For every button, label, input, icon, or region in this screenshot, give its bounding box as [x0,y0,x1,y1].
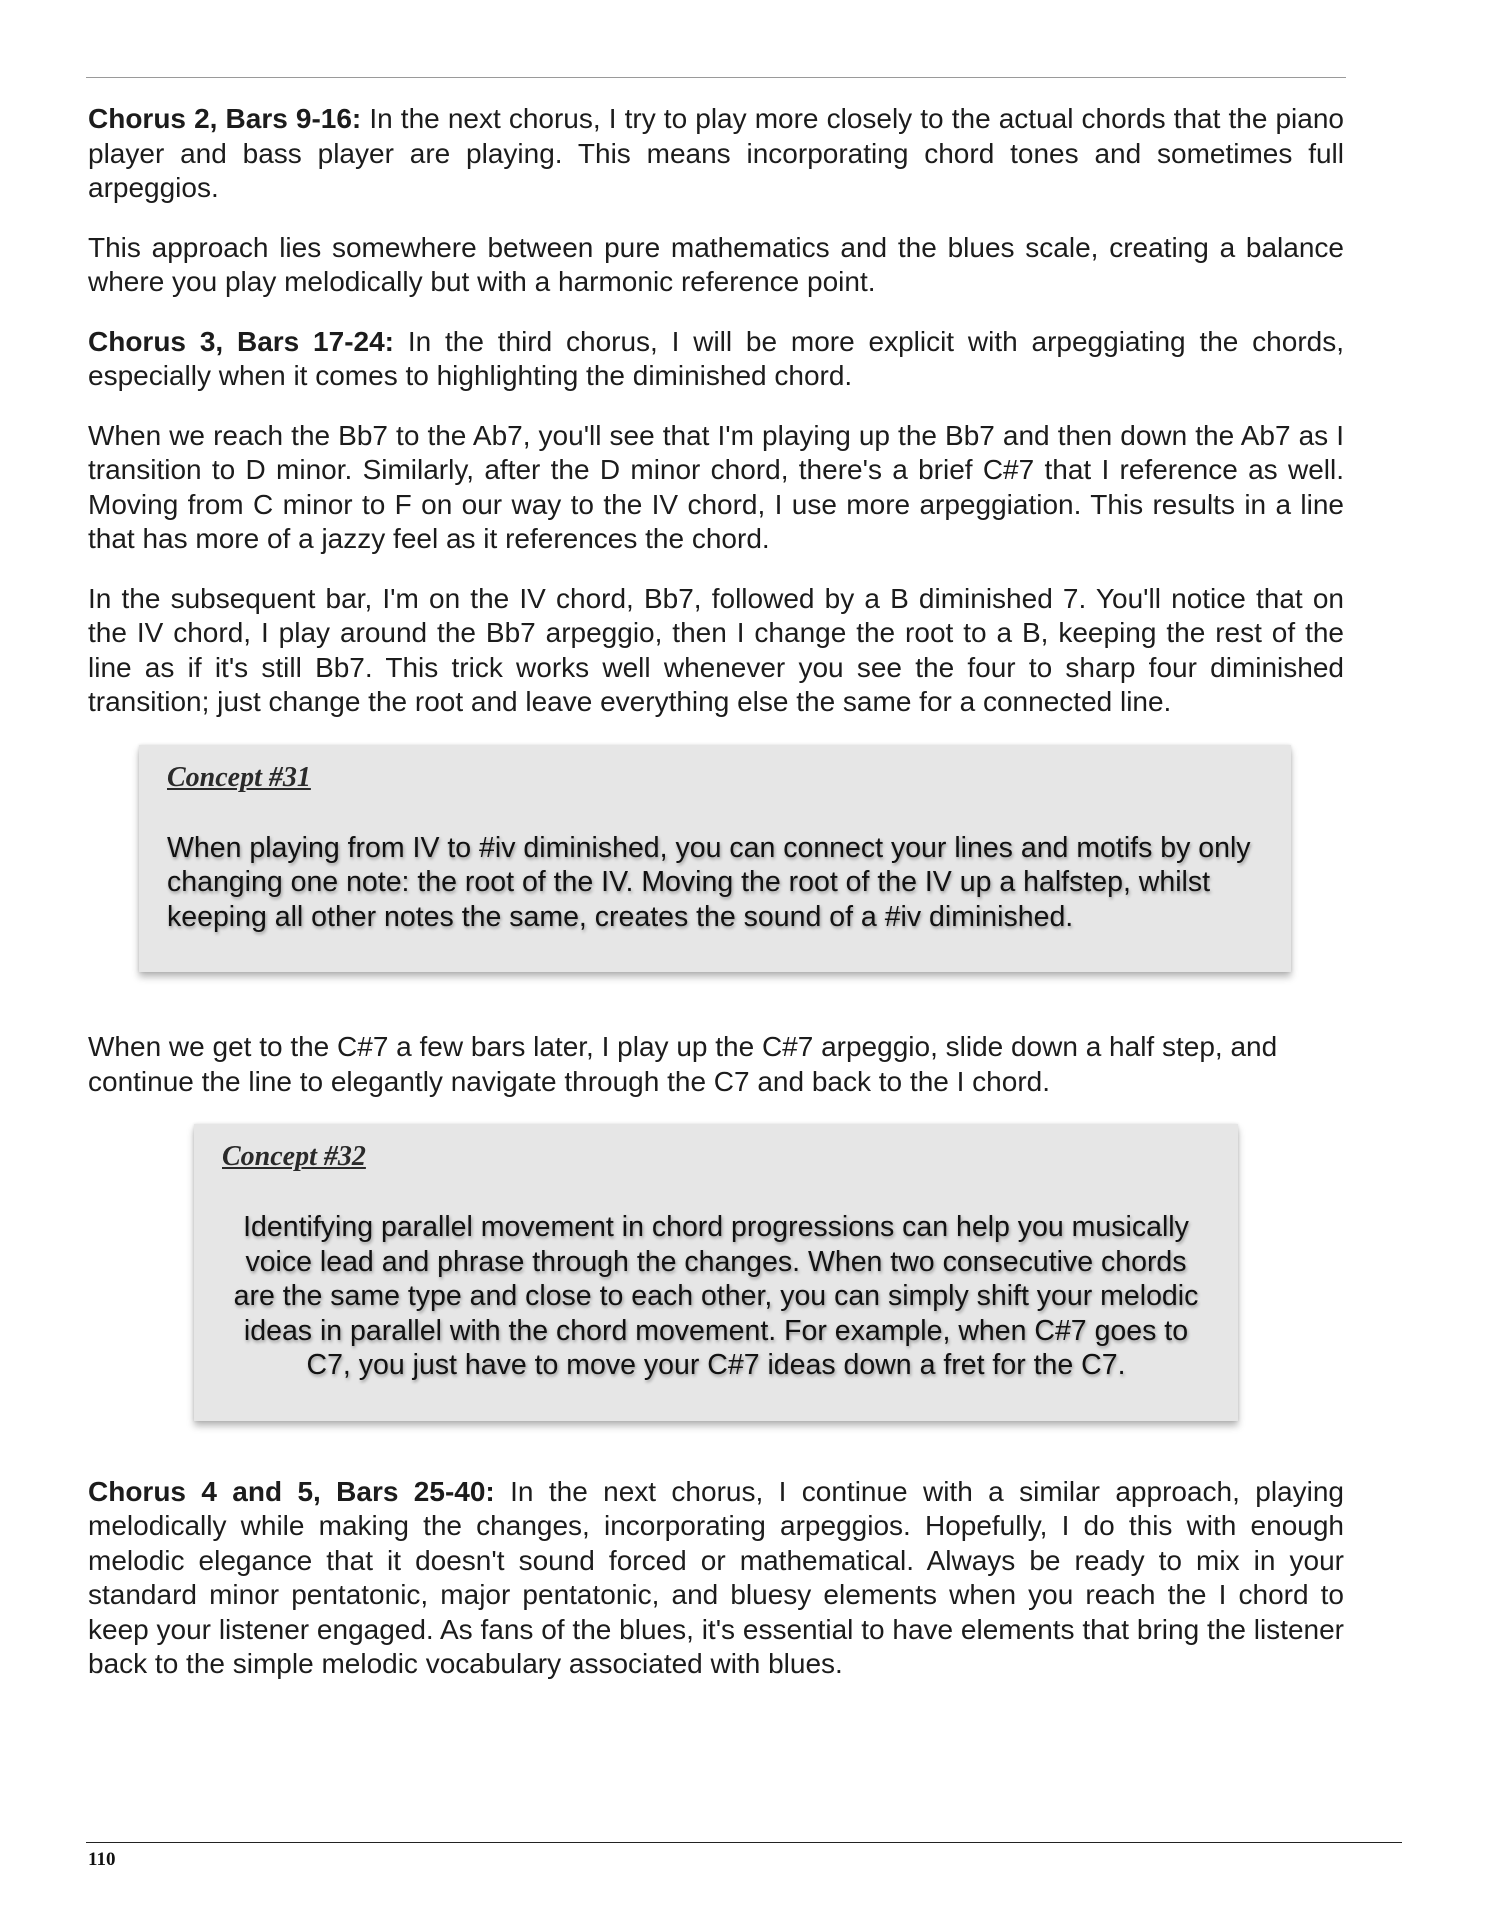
paragraph-iv-chord [88,582,1344,720]
concept-text: When playing from IV to #iv diminished, you can connect your lines and motifs by only changing one note: the root of the IV. Moving the root of the IV up a halfstep, whilst keeping all other notes the same, creates the sound of a #iv diminished. [167,831,1251,933]
paragraph-chorus-4-5 [88,1475,1344,1682]
paragraph-text: When we reach the Bb7 to the Ab7, you'll see that I'm playing up the Bb7 and then down the Ab7 as I transition to D minor. Similarly, after the D minor chord, there's a brief C#7 that I reference as well. Moving from C minor to F on our way to the IV chord, I use more arpeggiation. This results in a line that has more of a jazzy feel as it references the chord. [88,419,1344,554]
paragraph-heading: Chorus 2, Bars 9-16: [88,103,362,134]
paragraph-text: In the third chorus, I will be more explicit with arpeggiating the chords, especially when it comes to highlighting the diminished chord. [88,325,1344,391]
paragraph-bb7-ab7 [88,419,1344,557]
concept-box-31 [139,745,1291,973]
concept-title: Concept #32 [222,1141,366,1172]
concept-box-32 [194,1124,1238,1421]
concept-text: Identifying parallel movement in chord progressions can help you musically voice lead and phrase through the changes. When two consecutive chords are the same type and close to each other, you can simply shift your melodic ideas in parallel with the chord movement. For example, when C#7 goes to C7, you just have to move your C#7 ideas down a fret for the C7. [233,1211,1199,1381]
paragraph-text: In the subsequent bar, I'm on the IV chord, Bb7, followed by a B diminished 7. You'll notice that on the IV chord, I play around the Bb7 arpeggio, then I change the root to a B, keeping the rest of the line as if it's still Bb7. This trick works well whenever you see the four to sharp four diminished transition; just change the root and leave everything else the same for a connected line. [88,582,1344,717]
page-body [88,102,1344,1707]
paragraph-heading: Chorus 4 and 5, Bars 25-40: [88,1475,495,1507]
paragraph-text: In the next chorus, I try to play more closely to the actual chords that the piano player and bass player are playing. This means incorporating chord tones and sometimes full arpeggios. [88,103,1344,203]
paragraph-chorus-2 [88,102,1344,206]
header-rule [86,77,1346,78]
paragraph-text: When we get to the C#7 a few bars later, I play up the C#7 arpeggio, slide down a half step, and continue the line to elegantly navigate through the C7 and back to the I chord. [88,1031,1278,1097]
paragraph-text: In the next chorus, I continue with a similar approach, playing melodically while making the changes, incorporating arpeggios. Hopefully, I do this with enough melodic elegance that it doesn't sound forced or mathematical. Always be ready to mix in your standard minor pentatonic, major pentatonic, and bluesy elements when you reach the I chord to keep your listener engaged. As fans of the blues, it's essential to have elements that bring the listener back to the simple melodic vocabulary associated with blues. [88,1475,1344,1679]
paragraph-c-sharp-7 [88,1030,1344,1099]
footer-rule [86,1842,1402,1843]
paragraph-text: This approach lies somewhere between pure mathematics and the blues scale, creating a balance where you play melodically but with a harmonic reference point. [88,231,1344,297]
page-number: 110 [88,1849,116,1870]
paragraph-approach [88,231,1344,300]
paragraph-chorus-3 [88,325,1344,394]
concept-title: Concept #31 [167,761,311,793]
paragraph-heading: Chorus 3, Bars 17-24: [88,325,394,357]
